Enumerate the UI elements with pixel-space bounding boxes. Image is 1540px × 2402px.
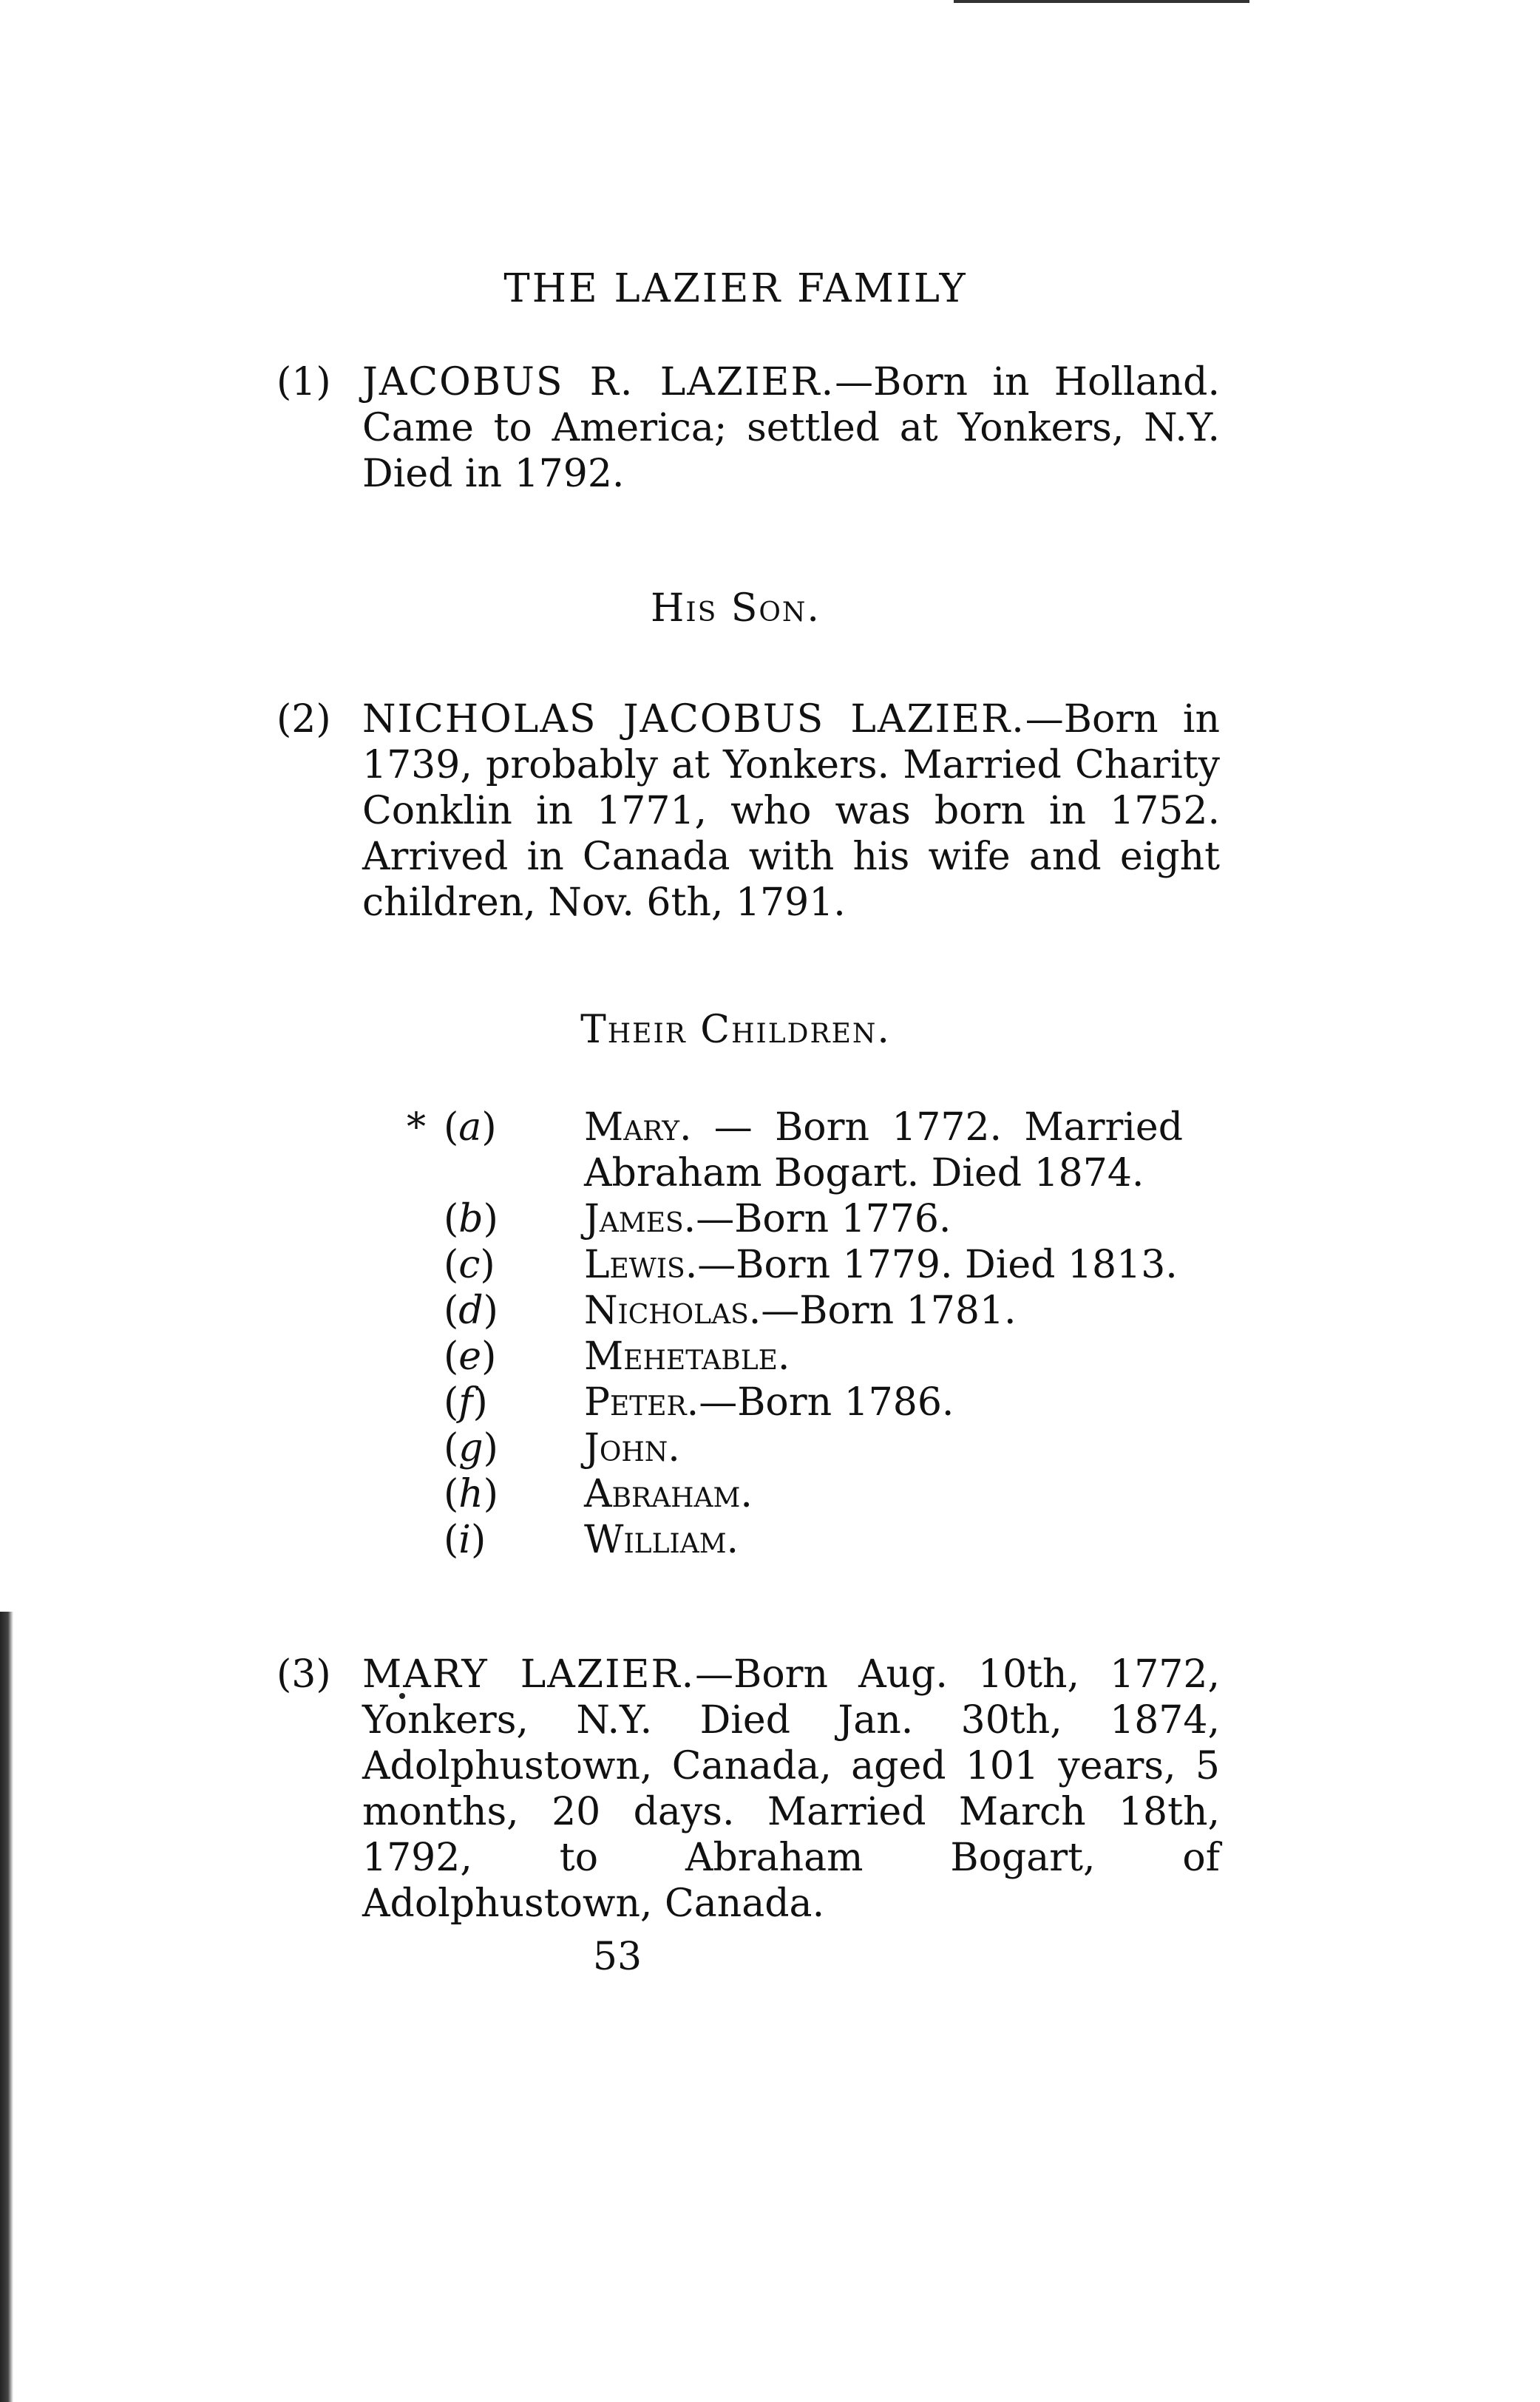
child-name: Peter.	[584, 1380, 699, 1425]
child-text: —Born 1781.	[761, 1289, 1017, 1333]
child-item	[444, 1334, 1183, 1380]
child-item	[444, 1288, 1183, 1334]
child-text: —Born 1776.	[696, 1197, 952, 1241]
child-letter: (c)	[444, 1243, 495, 1287]
scan-edge-mark	[954, 0, 1249, 3]
entry-mary	[251, 1652, 1220, 1927]
child-letter: (i)	[444, 1518, 486, 1562]
child-name: Abraham.	[584, 1472, 753, 1516]
entry-number: (1)	[277, 360, 331, 404]
child-name: Nicholas.	[584, 1289, 761, 1333]
child-letter: (b)	[444, 1197, 498, 1241]
entry-name: JACOBUS R. LAZIER.	[362, 360, 835, 404]
entry-number: (2)	[277, 697, 331, 742]
child-item	[444, 1196, 1183, 1242]
scan-spine-shadow	[0, 1612, 13, 2402]
child-item	[444, 1471, 1183, 1517]
entry-text: —Born Aug. 10th, 1772, Yonkers, N.Y. Died Jan. 30th, 1874, Adolphustown, Canada, aged 101 years, 5 months, 20 days. Married March 18th, 1792, to Abraham Bogart, of Adolphustown, Canada.	[362, 1652, 1220, 1926]
entry-jacobus	[251, 359, 1220, 497]
page-title: THE LAZIER FAMILY	[503, 266, 968, 311]
child-name: Lewis.	[584, 1243, 698, 1287]
child-item	[444, 1425, 1183, 1471]
entry-number: (3)	[277, 1652, 331, 1697]
subheading-his-son: His Son.	[651, 586, 821, 631]
entry-text: —Born in Holland. Came to America; settled at Yonkers, N.Y. Died in 1792.	[362, 360, 1220, 496]
child-letter: (a)	[444, 1105, 497, 1150]
entry-text: —Born in 1739, probably at Yonkers. Married Charity Conklin in 1771, who was born in 1752. Arrived in Canada with his wife and eight children, Nov. 6th, 1791.	[362, 697, 1220, 925]
child-item	[407, 1105, 1183, 1196]
entry-name: MARY LAZIER.	[362, 1652, 696, 1697]
children-list	[407, 1105, 1183, 1563]
child-item	[444, 1380, 1183, 1425]
child-letter: (g)	[444, 1426, 498, 1470]
child-item	[444, 1242, 1183, 1288]
child-name: John.	[584, 1426, 680, 1470]
child-letter: (e)	[444, 1334, 497, 1379]
page-number: 53	[592, 1935, 642, 1979]
child-name: Mary.	[584, 1105, 692, 1150]
entry-nicholas	[251, 696, 1220, 926]
child-text: — Born 1772. Married Abraham Bogart. Died 1874.	[584, 1105, 1183, 1195]
child-text: —Born 1779. Died 1813.	[697, 1243, 1178, 1287]
child-letter: (d)	[444, 1289, 498, 1333]
child-name: William.	[584, 1518, 739, 1562]
child-letter: (h)	[444, 1472, 499, 1516]
child-text: —Born 1786.	[699, 1380, 954, 1425]
footnote-star: *	[407, 1105, 426, 1150]
child-letter: (f)	[444, 1380, 488, 1425]
entry-name: NICHOLAS JACOBUS LAZIER.	[362, 697, 1025, 742]
child-name: Mehetable.	[584, 1334, 790, 1379]
child-item	[444, 1517, 1183, 1563]
subheading-their-children: Their Children.	[580, 1008, 891, 1052]
child-name: James.	[584, 1197, 696, 1241]
book-page	[251, 266, 1220, 1980]
